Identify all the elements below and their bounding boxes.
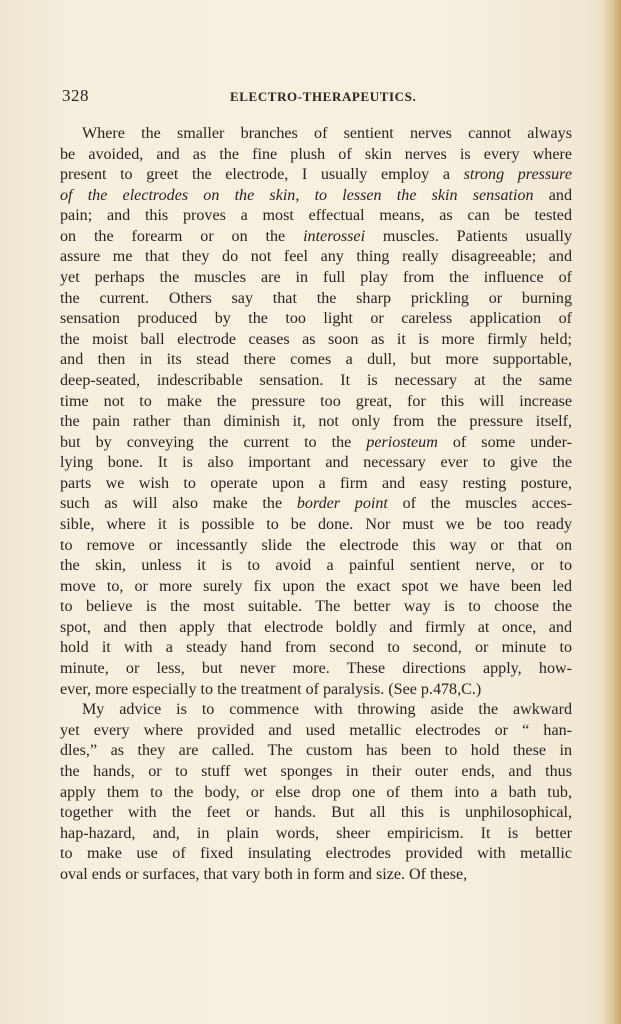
text-line bbox=[60, 515, 572, 536]
text-run: hap-hazard, and, in plain words, sheer empiricism. It is better bbox=[60, 824, 572, 842]
text-run: spot, and then apply that electrode boldly and firmly at once, and bbox=[60, 618, 572, 636]
text-run: together with the feet or hands. But all this is unphilosophical, bbox=[60, 804, 572, 822]
text-run: to remove or incessantly slide the electrode this way or that on bbox=[60, 536, 572, 554]
text-run: on the forearm or on the bbox=[60, 227, 304, 245]
text-line bbox=[60, 783, 572, 804]
text-run: ever, more especially to the treatment of paralysis. (See p.478,C.) bbox=[60, 680, 482, 698]
text-line bbox=[60, 844, 572, 865]
text-run: Where the smaller branches of sentient nerves cannot always bbox=[82, 125, 572, 142]
text-line bbox=[60, 433, 572, 454]
text-line bbox=[60, 803, 572, 824]
text-run: of the muscles acces- bbox=[387, 495, 572, 513]
text-run: be avoided, and as the fine plush of skin nerves is every where bbox=[60, 145, 572, 163]
text-run: deep-seated, indescribable sensation. It is necessary at the same bbox=[60, 371, 572, 389]
text-line bbox=[60, 309, 572, 330]
text-line bbox=[60, 536, 572, 557]
text-run: sible, where it is possible to be done. Nor must we be too ready bbox=[60, 515, 572, 533]
text-line bbox=[60, 124, 572, 145]
running-head: ELECTRO-THERAPEUTICS. bbox=[230, 89, 417, 104]
italic-phrase: periosteum bbox=[366, 433, 438, 451]
text-line bbox=[60, 453, 572, 474]
text-run: apply them to the body, or else drop one of them into a bath tub, bbox=[60, 783, 572, 801]
text-run: dles,” as they are called. The custom has been to hold these in bbox=[60, 742, 572, 760]
text-run: such as will also make the bbox=[60, 495, 297, 513]
text-line bbox=[60, 597, 572, 618]
text-line bbox=[60, 556, 572, 577]
text-run: muscles. Patients usually bbox=[365, 227, 572, 245]
text-line bbox=[60, 371, 572, 392]
text-line bbox=[60, 618, 572, 639]
italic-phrase: interossei bbox=[303, 227, 366, 245]
text-line bbox=[60, 186, 572, 207]
text-run: the skin, unless it is to avoid a painful sentient nerve, or to bbox=[60, 557, 572, 575]
text-run: the current. Others say that the sharp prickling or burning bbox=[60, 289, 572, 307]
text-line bbox=[60, 824, 572, 845]
page-edge-shadow bbox=[603, 0, 621, 1024]
text-line bbox=[60, 577, 572, 598]
text-run: yet perhaps the muscles are in full play from the influence of bbox=[60, 269, 572, 287]
text-line bbox=[60, 700, 572, 721]
text-run: of some under- bbox=[437, 433, 572, 451]
text-line bbox=[60, 165, 572, 186]
text-run: parts we wish to operate upon a firm and easy resting posture, bbox=[60, 474, 572, 492]
text-run: the hands, or to stuff wet sponges in their outer ends, and thus bbox=[60, 762, 572, 780]
text-run: to make use of fixed insulating electrodes provided with metallic bbox=[60, 845, 572, 863]
page-number: 328 bbox=[62, 86, 89, 105]
text-line bbox=[60, 474, 572, 495]
text-line bbox=[60, 206, 572, 227]
text-run: the pain rather than diminish it, not only from the pressure itself, bbox=[60, 413, 572, 431]
text-line bbox=[60, 145, 572, 166]
text-run: sensation produced by the too light or careless application of bbox=[60, 310, 572, 328]
text-run: and bbox=[533, 186, 572, 204]
text-run: time not to make the pressure too great, for this will increase bbox=[60, 392, 572, 410]
text-run: to believe is the most suitable. The better way is to choose the bbox=[60, 598, 572, 616]
text-run: move to, or more surely fix upon the exact spot we have been led bbox=[60, 577, 572, 595]
text-line bbox=[60, 330, 572, 351]
page-header bbox=[62, 86, 572, 108]
text-run: assure me that they do not feel any thing really disagreeable; and bbox=[60, 248, 572, 266]
text-line bbox=[60, 412, 572, 433]
text-run: minute, or less, but never more. These directions apply, how- bbox=[60, 660, 572, 678]
text-line bbox=[60, 247, 572, 268]
text-line bbox=[60, 721, 572, 742]
italic-phrase: of the electrodes on the skin, to lessen the skin sensation bbox=[60, 186, 534, 204]
text-line bbox=[60, 392, 572, 413]
text-run: pain; and this proves a most effectual means, as can be tested bbox=[60, 207, 572, 225]
text-line bbox=[60, 865, 572, 886]
text-line bbox=[60, 227, 572, 248]
text-run: the moist ball electrode ceases as soon as it is more firmly held; bbox=[60, 330, 572, 348]
text-line bbox=[60, 350, 572, 371]
text-line bbox=[60, 268, 572, 289]
text-line bbox=[60, 680, 572, 701]
text-line bbox=[60, 659, 572, 680]
text-run: oval ends or surfaces, that vary both in form and size. Of these, bbox=[60, 865, 468, 883]
text-line bbox=[60, 289, 572, 310]
body-text bbox=[60, 124, 572, 885]
text-line bbox=[60, 638, 572, 659]
text-run: hold it with a steady hand from second to second, or minute to bbox=[60, 639, 572, 657]
text-line bbox=[60, 741, 572, 762]
text-run: but by conveying the current to the bbox=[60, 433, 367, 451]
text-run: lying bone. It is also important and necessary ever to give the bbox=[60, 454, 572, 472]
text-run: present to greet the electrode, I usually employ a bbox=[60, 166, 464, 184]
italic-phrase: border point bbox=[296, 495, 388, 513]
text-run: yet every where provided and used metallic electrodes or “ han- bbox=[60, 721, 572, 739]
text-run: and then in its stead there comes a dull, but more supportable, bbox=[60, 351, 572, 369]
text-line bbox=[60, 494, 572, 515]
italic-phrase: strong pressure bbox=[463, 166, 572, 184]
text-run: My advice is to commence with throwing aside the awkward bbox=[82, 701, 572, 719]
text-line bbox=[60, 762, 572, 783]
